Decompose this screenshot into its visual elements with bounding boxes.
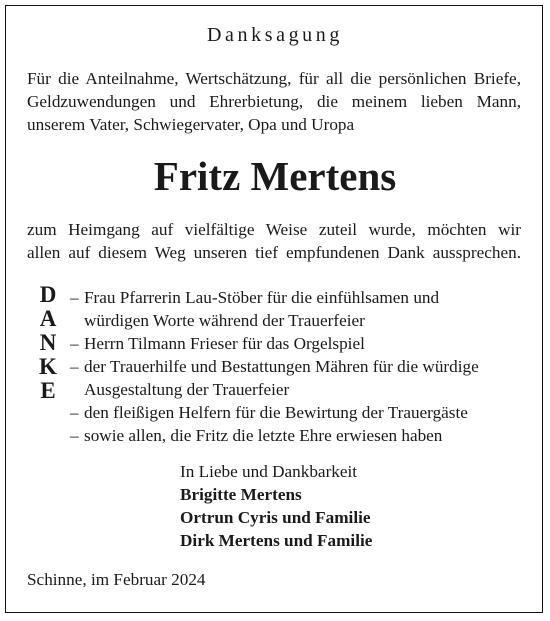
thanks-list-item [70, 286, 530, 332]
item-text: den fleißigen Helfern für die Bewirtung der Trauergäste [84, 403, 468, 422]
danke-letter: K [39, 354, 57, 379]
item-text: sowie allen, die Fritz die letzte Ehre erwiesen haben [84, 426, 443, 445]
dash: – [70, 403, 79, 422]
thanks-list-item [70, 401, 530, 424]
dash: – [70, 357, 79, 376]
dash: – [70, 288, 79, 307]
notice-heading: Danksagung [207, 24, 343, 46]
intro-line: unserem Vater, Schwiegervater, Opa und Uropa [27, 115, 355, 134]
danke-letter: D [39, 282, 57, 307]
thanks-paragraph [27, 218, 521, 264]
thanks-list-item [70, 424, 530, 447]
item-text: der Trauerhilfe und Bestattungen Mähren für die würdige [84, 357, 479, 376]
deceased-name: Fritz Mertens [153, 153, 397, 199]
danke-letter: A [39, 306, 57, 331]
signoff-block [180, 460, 372, 552]
signoff-name: Ortrun Cyris und Familie [180, 508, 371, 527]
danke-letter: N [39, 330, 57, 355]
danke-acrostic [30, 283, 66, 403]
dash: – [70, 426, 79, 445]
signoff-greeting: In Liebe und Dankbarkeit [180, 462, 358, 481]
item-continuation: Ausgestaltung der Trauerfeier [84, 380, 290, 399]
thanks-line: allen auf diesem Weg unseren tief empfundenen Dank aussprechen. [27, 243, 521, 262]
signoff-name: Dirk Mertens und Familie [180, 531, 373, 550]
item-continuation: würdigen Worte während der Trauerfeier [84, 311, 365, 330]
item-text: Herrn Tilmann Frieser für das Orgelspiel [84, 334, 365, 353]
place-date: Schinne, im Februar 2024 [27, 570, 206, 589]
thanks-list [70, 286, 530, 447]
thanks-list-item [70, 332, 530, 355]
intro-line: Für die Anteilnahme, Wertschätzung, für all die persönlichen Briefe, [27, 69, 521, 88]
dash: – [70, 334, 79, 353]
danke-letter: E [40, 378, 56, 403]
thanks-list-item [70, 355, 530, 401]
item-text: Frau Pfarrerin Lau-Stöber für die einfühlsamen und [84, 288, 440, 307]
intro-line: Geldzuwendungen und Ehrerbietung, die meinem lieben Mann, [27, 92, 521, 111]
intro-paragraph [27, 67, 521, 136]
signoff-name: Brigitte Mertens [180, 485, 302, 504]
thanks-line: zum Heimgang auf vielfältige Weise zuteil wurde, möchten wir [27, 220, 521, 239]
